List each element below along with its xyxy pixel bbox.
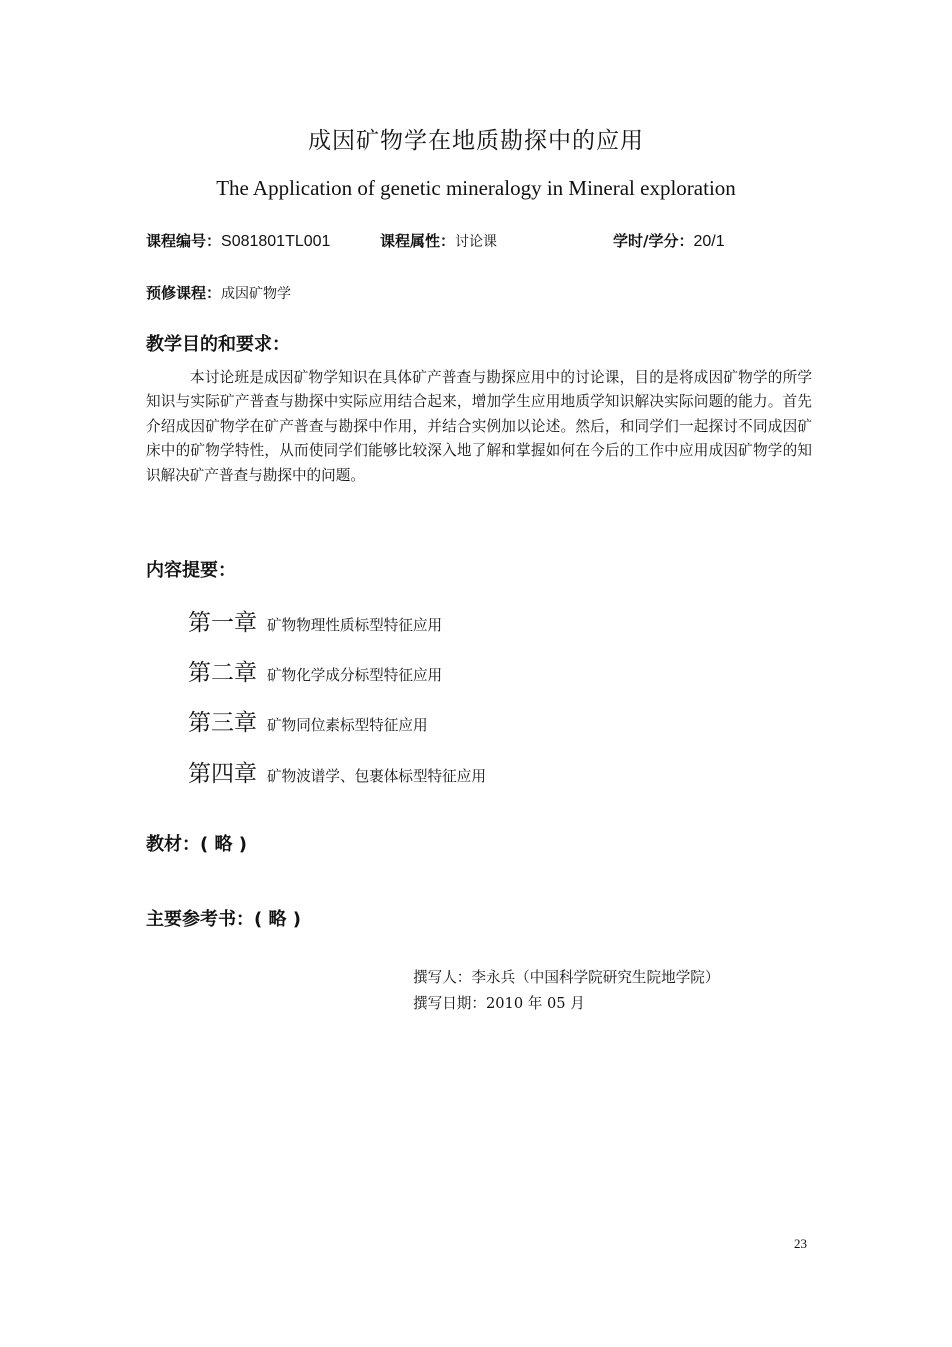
content-heading: 内容提要： [146, 560, 236, 581]
chapter-number: 第四章 [188, 761, 257, 787]
course-prereq-label: 预修课程： [146, 284, 222, 302]
chapter-item [188, 755, 486, 788]
objectives-heading: 教学目的和要求： [146, 334, 290, 355]
chapter-item [188, 704, 428, 737]
course-code [146, 230, 330, 252]
date-line: 撰写日期：2010 年 05 月 [413, 995, 585, 1012]
chapter-title: 矿物化学成分标型特征应用 [267, 667, 443, 684]
course-type [380, 230, 497, 252]
chapter-title: 矿物物理性质标型特征应用 [267, 617, 443, 634]
objectives-paragraph: 本讨论班是成因矿物学知识在具体矿产普查与勘探应用中的讨论课，目的是将成因矿物学的所学知识与实际矿产普查与勘探中实际应用结合起来，增加学生应用地质学知识解决实际问题的能力。首先介绍成因矿物学在矿产普查与勘探中作用，并结合实例加以论述。然后，和同学们一起探讨不同成因矿床中的矿物学特性，从而使同学们能够比较深入地了解和掌握如何在今后的工作中应用成因矿物学的知识解决矿产普查与勘探中的问题。 [146, 369, 812, 484]
page-number: 23 [794, 1236, 807, 1251]
chapter-number: 第三章 [188, 710, 257, 736]
page-subtitle-english: The Application of genetic mineralogy in Mineral exploration [216, 176, 736, 200]
chapter-item [188, 604, 442, 637]
course-hours [613, 230, 725, 252]
course-hours-value: 20/1 [693, 233, 725, 250]
course-code-label: 课程编号： [146, 232, 222, 250]
chapter-item [188, 654, 442, 687]
chapter-number: 第二章 [188, 660, 257, 686]
course-type-value: 讨论课 [455, 234, 498, 250]
course-code-value: S081801TL001 [221, 233, 331, 250]
course-prereq-value: 成因矿物学 [221, 286, 292, 302]
course-prereq [146, 282, 291, 304]
chapter-title: 矿物波谱学、包裹体标型特征应用 [267, 768, 486, 785]
author-line: 撰写人：李永兵（中国科学院研究生院地学院） [413, 969, 720, 986]
textbook-heading: 教材：( 略 ) [146, 834, 247, 855]
chapter-title: 矿物同位素标型特征应用 [267, 717, 428, 734]
chapter-number: 第一章 [188, 610, 257, 636]
page-title: 成因矿物学在地质勘探中的应用 [308, 128, 644, 154]
course-type-label: 课程属性： [380, 232, 456, 250]
references-heading: 主要参考书：( 略 ) [146, 909, 301, 930]
course-hours-label: 学时/学分： [613, 232, 694, 250]
